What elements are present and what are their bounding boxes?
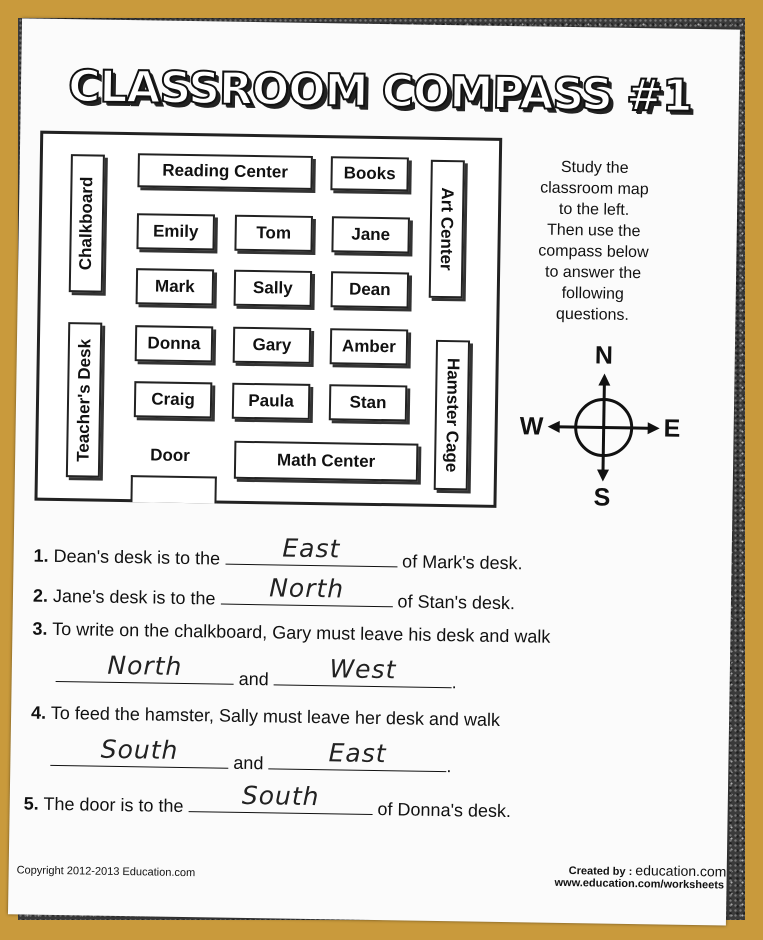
handwritten-answer-5: South xyxy=(241,780,320,812)
compass-rose xyxy=(514,336,687,512)
answer-blank-4a[interactable] xyxy=(50,734,228,769)
handwritten-answer-3a: North xyxy=(107,650,183,681)
question-4: 4. To feed the hamster, Sally must leave her desk and walk xyxy=(30,702,501,730)
classroom-map xyxy=(34,131,502,508)
reading-center: Reading Center xyxy=(137,153,313,190)
desk-gary: Gary xyxy=(233,327,312,364)
desk-emily: Emily xyxy=(136,213,215,250)
desk-donna: Donna xyxy=(135,325,214,362)
worksheets-url: www.education.com/worksheets xyxy=(554,876,725,892)
desk-paula: Paula xyxy=(232,383,311,420)
teachers-desk: Teacher's Desk xyxy=(66,322,102,478)
question-2: 2. Jane's desk is to the North of Stan's desk. xyxy=(32,573,516,614)
math-center: Math Center xyxy=(234,441,419,482)
answer-blank-5[interactable] xyxy=(188,780,372,815)
books: Books xyxy=(330,156,409,191)
answer-blank-2[interactable] xyxy=(220,573,392,608)
desk-amber: Amber xyxy=(330,328,409,365)
question-5: 5. The door is to the South of Donna's desk. xyxy=(23,780,512,822)
desk-craig: Craig xyxy=(134,381,213,418)
question-3-answers: North and West . xyxy=(56,659,457,693)
desk-jane: Jane xyxy=(331,216,410,253)
question-1: 1. Dean's desk is to the East of Mark's desk. xyxy=(33,533,523,574)
handwritten-answer-4b: East xyxy=(328,738,387,769)
handwritten-answer-2: North xyxy=(269,573,345,604)
question-3: 3. To write on the chalkboard, Gary must leave his desk and walk xyxy=(32,618,551,647)
compass-south: S xyxy=(593,483,611,512)
desk-mark: Mark xyxy=(136,268,215,305)
handwritten-answer-4a: South xyxy=(100,734,179,765)
door-label: Door xyxy=(150,445,191,466)
compass-north: N xyxy=(594,341,614,370)
hamster-cage: Hamster Cage xyxy=(434,340,470,491)
created-by: Created by : education.com xyxy=(568,862,727,880)
desk-sally: Sally xyxy=(234,270,313,307)
compass-east: E xyxy=(663,414,681,443)
handwritten-answer-3b: West xyxy=(329,654,397,685)
desk-stan: Stan xyxy=(329,384,408,421)
answer-blank-1[interactable] xyxy=(225,533,397,568)
compass-west: W xyxy=(519,412,544,441)
answer-blank-3a[interactable] xyxy=(56,650,234,685)
answer-blank-4b[interactable] xyxy=(268,738,446,772)
door xyxy=(130,475,216,503)
answer-blank-3b[interactable] xyxy=(274,654,452,688)
brand-logo: education.com xyxy=(635,862,727,880)
copyright: Copyright 2012-2013 Education.com xyxy=(16,864,196,880)
instructions: Study the classroom map to the left. Then use the compass below to answer the following questions. xyxy=(538,158,649,324)
question-4-answers: South and East . xyxy=(50,743,451,777)
worksheet xyxy=(8,18,740,925)
chalkboard: Chalkboard xyxy=(69,154,105,293)
worksheet-title: CLASSROOM COMPASS #1 xyxy=(67,61,693,122)
desk-tom: Tom xyxy=(234,215,313,252)
desk-dean: Dean xyxy=(331,271,410,308)
art-center: Art Center xyxy=(429,160,465,299)
handwritten-answer-1: East xyxy=(282,533,341,564)
